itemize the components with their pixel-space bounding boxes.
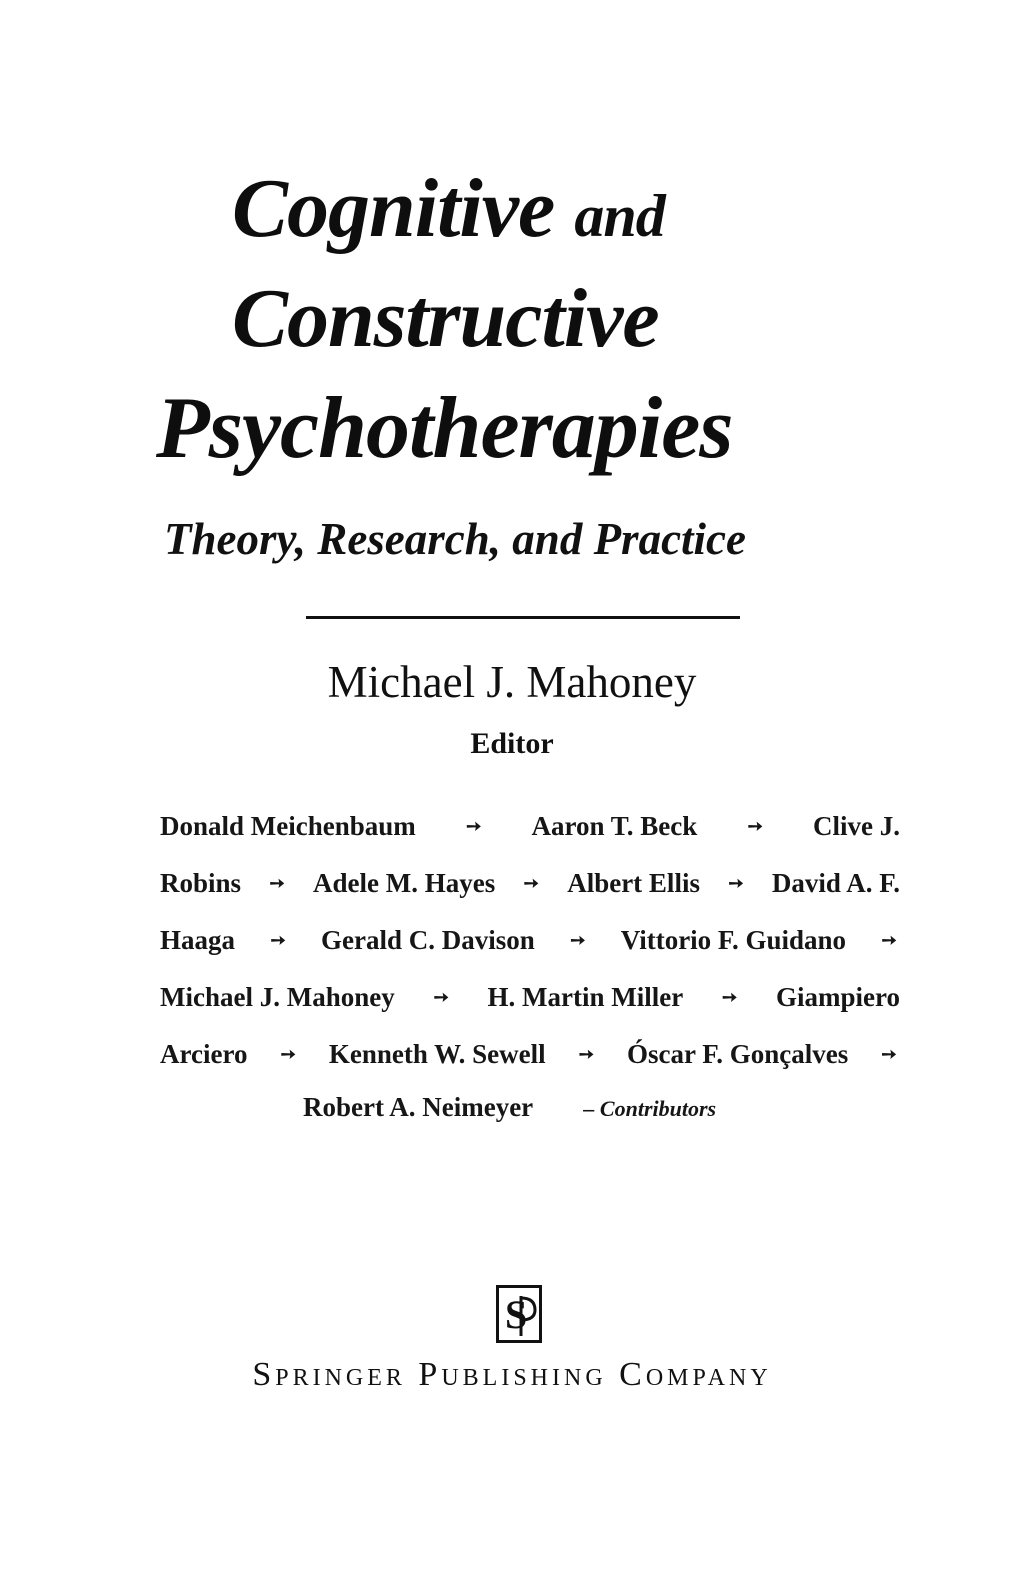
separator-arrow-icon: ➙ xyxy=(881,930,897,950)
contributor-name: Clive J. xyxy=(813,811,900,841)
contributor-name: Arciero xyxy=(160,1039,248,1069)
editor-name: Michael J. Mahoney xyxy=(327,657,697,707)
contributor-name: Adele M. Hayes xyxy=(313,868,496,898)
title-word-cognitive: Cognitive xyxy=(232,162,555,255)
contributor-name: Albert Ellis xyxy=(567,868,700,898)
contributor-name: H. Martin Miller xyxy=(487,982,684,1012)
divider-rule xyxy=(306,616,740,619)
contributor-name: Aaron T. Beck xyxy=(531,811,698,841)
separator-arrow-icon: ➙ xyxy=(570,930,586,950)
contributors-line xyxy=(160,969,900,1026)
separator-arrow-icon: ➙ xyxy=(269,873,285,893)
contributor-name: Vittorio F. Guidano xyxy=(620,925,846,955)
book-title-line-2: Constructive xyxy=(232,272,659,365)
contributor-name: David A. F. xyxy=(771,868,900,898)
contributors-line xyxy=(160,1026,900,1083)
separator-arrow-icon: ➙ xyxy=(466,816,482,836)
separator-arrow-icon: ➙ xyxy=(728,873,744,893)
book-title-line-3: Psychotherapies xyxy=(156,380,733,477)
contributor-name: Óscar F. Gonçalves xyxy=(627,1039,849,1069)
separator-arrow-icon: ➙ xyxy=(270,930,286,950)
separator-arrow-icon: ➙ xyxy=(747,816,763,836)
svg-text:S: S xyxy=(505,1292,528,1337)
publisher-logo xyxy=(496,1285,542,1343)
editor-role: Editor xyxy=(470,727,554,760)
book-subtitle: Theory, Research, and Practice xyxy=(164,514,746,564)
contributor-name: Kenneth W. Sewell xyxy=(328,1039,546,1069)
sp-monogram-icon xyxy=(499,1288,539,1340)
contributor-name: Robins xyxy=(160,868,242,898)
contributor-name: Robert A. Neimeyer xyxy=(303,1092,533,1122)
contributors-list xyxy=(160,798,900,1083)
separator-arrow-icon: ➙ xyxy=(433,987,449,1007)
book-title-line-1 xyxy=(232,160,972,257)
contributors-line xyxy=(160,855,900,912)
contributors-last-line xyxy=(303,1092,716,1123)
separator-arrow-icon: ➙ xyxy=(523,873,539,893)
separator-arrow-icon: ➙ xyxy=(578,1044,594,1064)
contributor-name: Gerald C. Davison xyxy=(320,925,535,955)
separator-arrow-icon: ➙ xyxy=(722,987,738,1007)
contributors-role-label: – Contributors xyxy=(583,1096,717,1121)
contributor-name: Giampiero xyxy=(775,982,900,1012)
title-word-and: and xyxy=(574,183,665,249)
separator-arrow-icon: ➙ xyxy=(881,1044,897,1064)
contributors-line xyxy=(160,798,900,855)
contributor-name: Michael J. Mahoney xyxy=(160,982,395,1012)
contributor-name: Donald Meichenbaum xyxy=(160,811,416,841)
publisher-name: Springer Publishing Company xyxy=(252,1356,772,1393)
contributor-name: Haaga xyxy=(160,925,236,955)
contributors-line xyxy=(160,912,900,969)
separator-arrow-icon: ➙ xyxy=(280,1044,296,1064)
